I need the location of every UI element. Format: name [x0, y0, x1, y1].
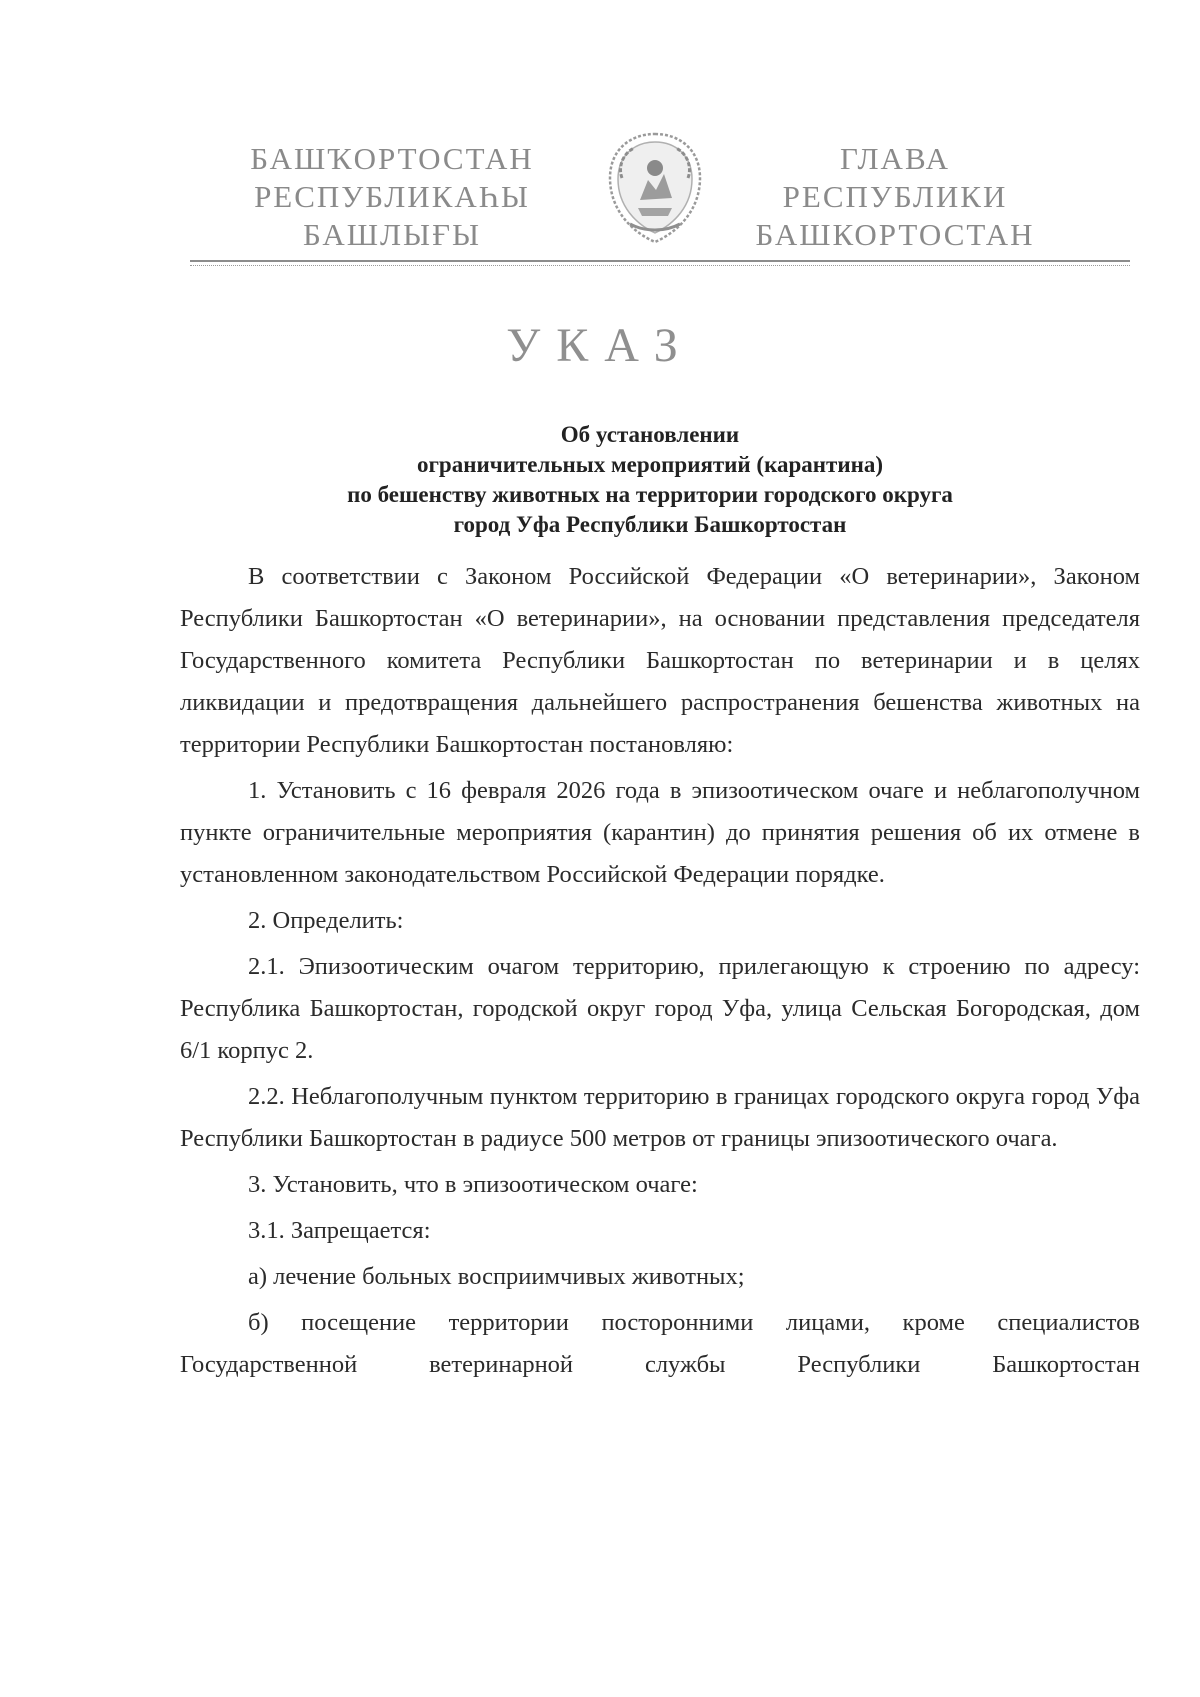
clause-2: 2. Определить: [248, 907, 404, 934]
document-body [180, 556, 1140, 1390]
letterhead-bashkir-line: РЕСПУБЛИКАҺЫ [254, 179, 530, 214]
clause-3-1-a: а) лечение больных восприимчивых животных; [248, 1263, 745, 1290]
heading-line: ограничительных мероприятий (карантина) [416, 452, 884, 477]
clause-2-2: 2.2. Неблагополучным пунктом территорию в границах городского округа город Уфа Республики Башкортостан в радиусе 500 метров от границы эпизоотического очага. [180, 1083, 1140, 1152]
heading-line: город Уфа Республики Башкортостан [453, 512, 847, 537]
letterhead-russian-line: РЕСПУБЛИКИ [782, 179, 1008, 214]
letterhead-divider [190, 260, 1130, 262]
letterhead-russian [735, 140, 1055, 254]
heading-line: по бешенству животных на территории городского округа [347, 482, 953, 507]
clause-3: 3. Установить, что в эпизоотическом очаге: [248, 1171, 698, 1198]
letterhead-bashkir-line: БАШЛЫҒЫ [302, 217, 482, 252]
letterhead-bashkir [232, 140, 552, 254]
preamble-paragraph: В соответствии с Законом Российской Федерации «О ветеринарии», Законом Республики Башкортостан «О ветеринарии», на основании представления председателя Государственного комитета Республики Башкортостан по ветеринарии и в целях ликвидации и предотвращения дальнейшего распространения бешенства животных на территории Республики Башкортостан постановляю: [180, 563, 1140, 758]
clause-3-1-b: б) посещение территории посторонними лицами, кроме специалистов Государственной ветеринарной службы Республики Башкортостан [180, 1309, 1140, 1378]
document-heading [230, 420, 1070, 540]
clause-2-1: 2.1. Эпизоотическим очагом территорию, прилегающую к строению по адресу: Республика Башкортостан, городской округ город Уфа, улица Сельская Богородская, дом 6/1 корпус 2. [180, 953, 1140, 1064]
letterhead-russian-line: БАШКОРТОСТАН [755, 217, 1035, 252]
letterhead-russian-line: ГЛАВА [839, 141, 951, 176]
clause-1: 1. Установить с 16 февраля 2026 года в эпизоотическом очаге и неблагополучном пункте ограничительные мероприятия (карантин) до принятия решения об их отмене в установленном законодательством Российской Федерации порядке. [180, 777, 1140, 888]
bashkortostan-coat-of-arms-icon [600, 128, 710, 248]
letterhead-bashkir-line: БАШҠОРТОСТАН [250, 141, 534, 176]
decree-title: УКАЗ [506, 319, 694, 372]
heading-line: Об установлении [560, 422, 740, 447]
clause-3-1: 3.1. Запрещается: [248, 1217, 431, 1244]
letterhead-divider-dotted [190, 265, 1130, 266]
